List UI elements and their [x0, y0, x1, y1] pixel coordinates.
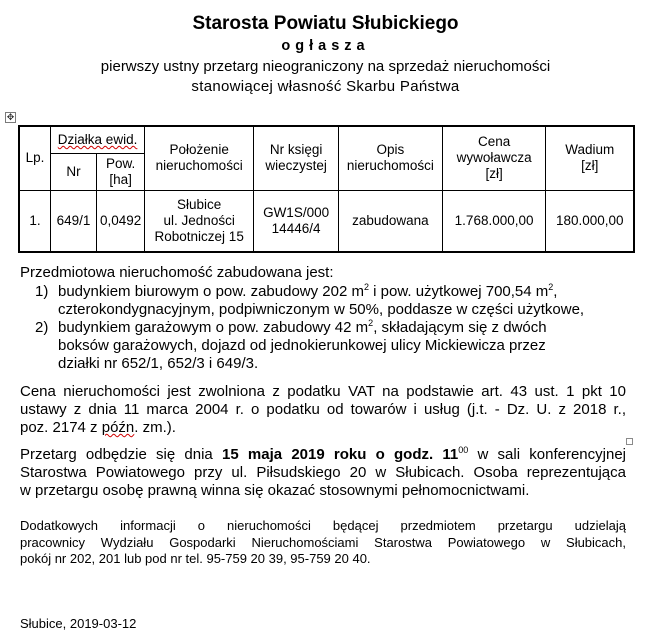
cell-polozenie: Słubice ul. Jedności Robotniczej 15	[145, 190, 254, 252]
header-dzialka: Działka ewid.	[50, 126, 144, 153]
table-row	[19, 190, 634, 252]
list-item: 2) budynkiem garażowym o pow. zabudowy 42 $m^2$, składającym się z dwóch boksów garażowych, dojazd od jednokierunkowej ulicy Mickiewicza przez działki nr 652/1, 652/3 i 649/3.	[35, 318, 547, 372]
paragraph-marker-icon	[626, 438, 633, 445]
vat-paragraph: Cena nieruchomości jest zwolniona z podatku VAT na podstawie art. 43 ust. 1 pkt 10 ustawy z dnia 11 marca 2004 r. o podatku od towarów i usług (j.t. - Dz. U. z 2018 r., poz. 2174 z późn. zm.).	[20, 383, 626, 436]
cell-ksiega: GW1S/000 14446/4	[254, 190, 339, 252]
document-title: Starosta Powiatu Słubickiego	[192, 13, 459, 34]
cell-cena: 1.768.000,00	[442, 190, 546, 252]
subtitle-line-1: pierwszy ustny przetarg nieograniczony na sprzedaż nieruchomości	[100, 58, 551, 75]
header-cena: Cena wywoławcza [zł]	[442, 126, 546, 190]
list-item: 1) budynkiem biurowym o pow. zabudowy 202 $m^2$ i pow. użytkowej 700,54 $m^2$, czterokondygnacyjnym, podpiwniczonym w 50%, poddasze w części użytkowe,	[35, 282, 585, 318]
header-lp: Lp.	[19, 126, 50, 190]
header-nr: Nr	[50, 153, 96, 190]
building-list	[35, 283, 626, 373]
cell-lp: 1.	[19, 190, 50, 252]
cell-wadium: 180.000,00	[546, 190, 634, 252]
announces-heading: ogłasza	[281, 38, 370, 54]
description-intro: Przedmiotowa nieruchomość zabudowana jest:	[20, 264, 334, 281]
move-handle-icon[interactable]: ✥	[6, 112, 15, 122]
cell-opis: zabudowana	[339, 190, 443, 252]
auction-paragraph: Przetarg odbędzie się dnia 15 maja 2019 roku o godz. $11^{00}$ w sali konferencyjnej Starostwa Powiatowego przy ul. Piłsudskiego 20 w Słubicach. Osoba reprezentująca w przetargu osobę prawną winna się okazać stosownymi pełnomocnictwami.	[20, 445, 626, 499]
cell-nr: 649/1	[50, 190, 96, 252]
header-ksiega: Nr księgi wieczystej	[254, 126, 339, 190]
place-and-date: Słubice, 2019-03-12	[20, 616, 137, 631]
header-wadium: Wadium [zł]	[546, 126, 634, 190]
contact-info: Dodatkowych informacji o nieruchomości będącej przedmiotem przetargu udzielają pracownicy Wydziału Gospodarki Nieruchomościami Starostwa Powiatowego w Słubicach, pokój nr 202, 201 lub pod nr tel. 95-759 20 39, 95-759 20 40.	[20, 518, 626, 566]
cell-pow: 0,0492	[97, 190, 145, 252]
header-pow: Pow. [ha]	[97, 153, 145, 190]
property-table	[18, 125, 635, 253]
subtitle-line-2: stanowiącej własność Skarbu Państwa	[191, 78, 460, 95]
header-polozenie: Położenie nieruchomości	[145, 126, 254, 190]
header-opis: Opis nieruchomości	[339, 126, 443, 190]
